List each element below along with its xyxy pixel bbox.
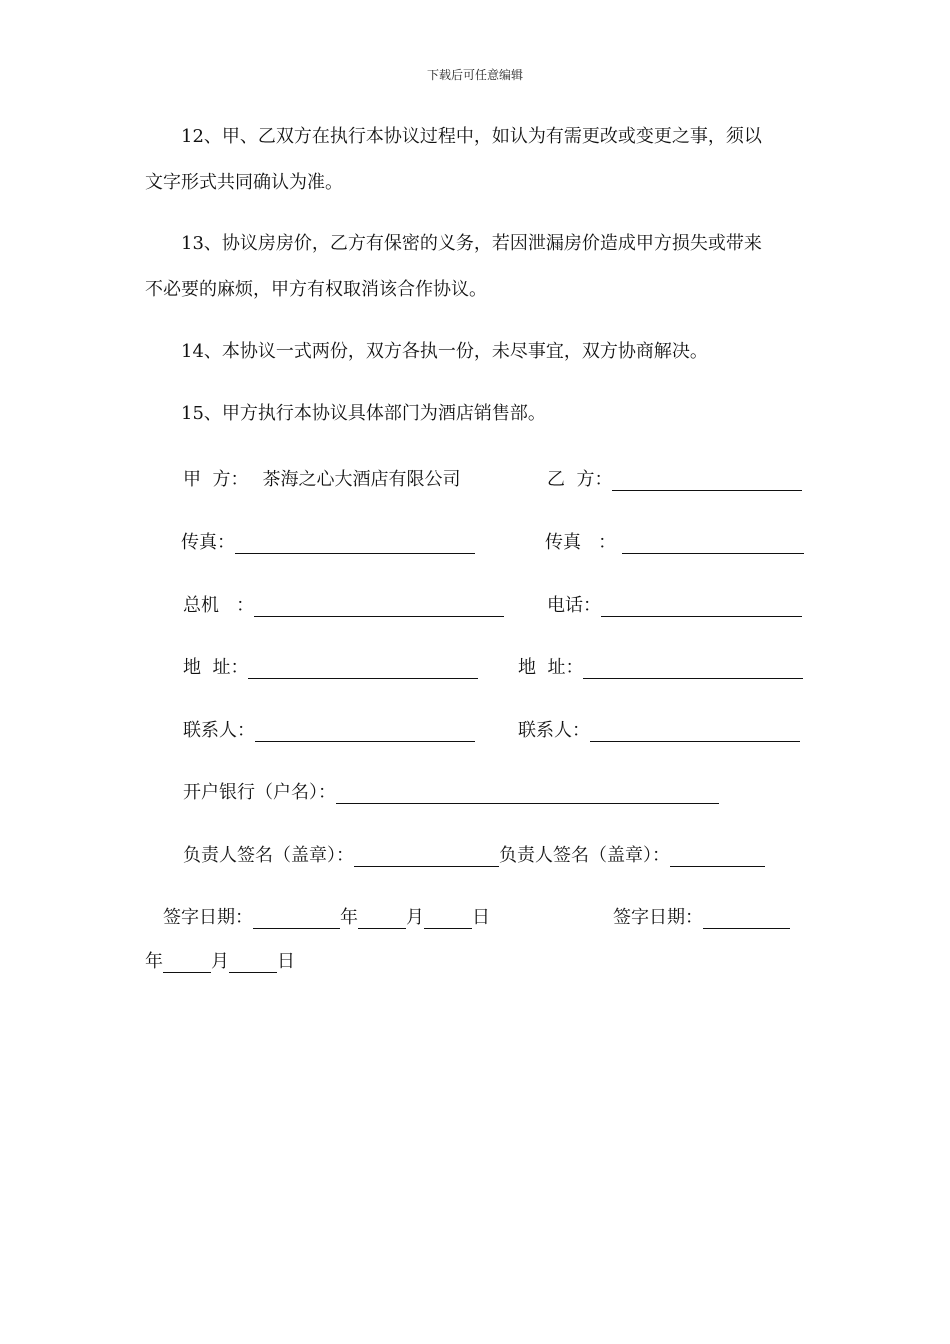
contact-a-blank[interactable] <box>255 721 475 742</box>
clause-12-line-2: 文字形式共同确认为准。 <box>145 172 343 193</box>
fax-a-label: 传真： <box>181 532 235 553</box>
fax-a-row <box>181 528 475 554</box>
address-a-row <box>183 653 478 679</box>
party-a-value: 茶海之心大酒店有限公司 <box>262 469 461 490</box>
date-b-label: 签字日期： <box>613 907 703 928</box>
clause-14 <box>145 329 805 375</box>
date-a-year-label: 年 <box>340 907 358 928</box>
date-b-year-label: 年 <box>145 951 163 972</box>
date-a-month-label: 月 <box>406 907 424 928</box>
clause-15 <box>145 391 805 437</box>
signer-a-label: 负责人签名（盖章）： <box>183 845 354 866</box>
switchboard-row <box>183 591 504 617</box>
address-a-blank[interactable] <box>248 658 478 679</box>
signer-b-blank[interactable] <box>670 846 765 867</box>
switchboard-blank[interactable] <box>254 596 504 617</box>
party-b-label: 乙 方： <box>547 469 613 490</box>
date-b-month-label: 月 <box>211 951 229 972</box>
signer-a-blank[interactable] <box>354 846 499 867</box>
clause-13-line-2: 不必要的麻烦，甲方有权取消该合作协议。 <box>145 279 487 300</box>
clause-13 <box>145 221 805 313</box>
date-b-day-label: 日 <box>277 951 295 972</box>
date-b-day-blank[interactable] <box>229 952 277 973</box>
fax-b-blank[interactable] <box>622 533 804 554</box>
party-b-blank[interactable] <box>612 470 802 491</box>
party-a-label: 甲 方： <box>183 469 249 490</box>
bank-blank[interactable] <box>336 783 719 804</box>
address-b-label: 地 址： <box>518 657 584 678</box>
date-a-year-blank[interactable] <box>253 908 340 929</box>
contact-a-row <box>183 716 475 742</box>
address-a-label: 地 址： <box>183 657 249 678</box>
signer-b-label: 负责人签名（盖章）： <box>499 845 670 866</box>
party-a-row <box>183 465 460 491</box>
date-b-row <box>613 903 790 929</box>
phone-label: 电话： <box>547 595 601 616</box>
switchboard-label: 总机 ： <box>183 595 255 616</box>
clause-12-line-1: 12、甲、乙双方在执行本协议过程中，如认为有需更改或变更之事，须以 <box>181 126 762 147</box>
party-b-row <box>547 465 802 491</box>
header-note: 下载后可任意编辑 <box>426 68 523 82</box>
contact-b-row <box>518 716 800 742</box>
address-b-blank[interactable] <box>583 658 803 679</box>
contact-a-label: 联系人： <box>183 720 255 741</box>
clause-15-line-1: 15、甲方执行本协议具体部门为酒店销售部。 <box>181 403 546 424</box>
fax-b-label: 传真 ： <box>545 532 617 553</box>
clause-12 <box>145 114 805 206</box>
signature-row <box>183 841 765 867</box>
address-b-row <box>518 653 803 679</box>
bank-row <box>183 778 719 804</box>
date-a-label: 签字日期： <box>163 907 253 928</box>
contact-b-label: 联系人： <box>518 720 590 741</box>
phone-row <box>547 591 802 617</box>
phone-blank[interactable] <box>601 596 802 617</box>
date-b-month-blank[interactable] <box>163 952 211 973</box>
contact-b-blank[interactable] <box>590 721 800 742</box>
date-a-day-label: 日 <box>472 907 490 928</box>
date-a-row <box>163 903 490 929</box>
clause-13-line-1: 13、协议房房价，乙方有保密的义务，若因泄漏房价造成甲方损失或带来 <box>181 233 762 254</box>
date-a-month-blank[interactable] <box>358 908 406 929</box>
clause-14-line-1: 14、本协议一式两份，双方各执一份，未尽事宜，双方协商解决。 <box>181 341 708 362</box>
date-a-day-blank[interactable] <box>424 908 472 929</box>
fax-a-blank[interactable] <box>235 533 475 554</box>
date-b-row-continued <box>145 947 295 973</box>
date-b-year-blank[interactable] <box>703 908 790 929</box>
fax-b-row <box>545 528 804 554</box>
bank-label: 开户银行（户名）： <box>183 782 336 803</box>
